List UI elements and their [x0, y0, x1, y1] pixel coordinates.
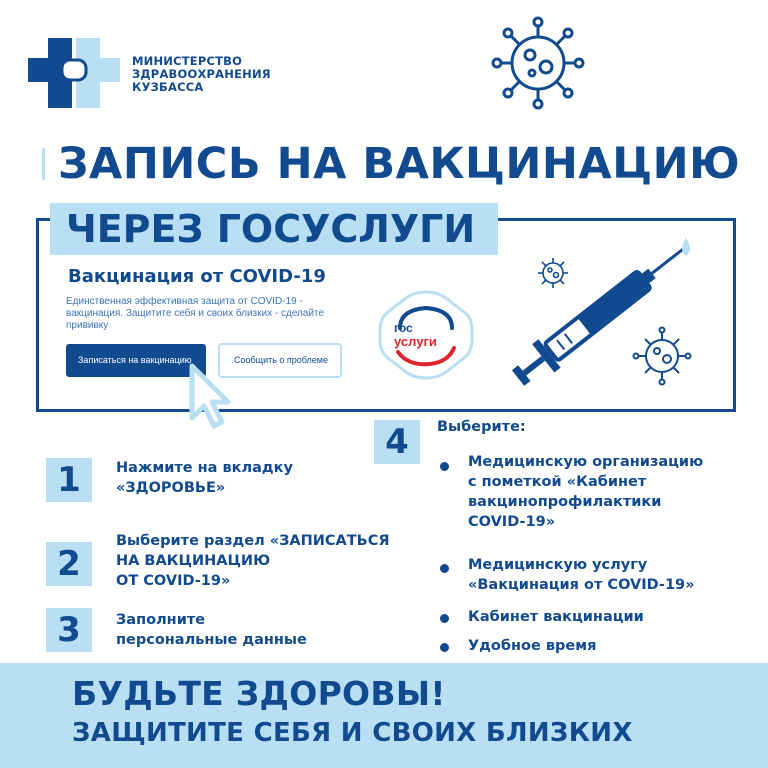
- step-2-line-3: ОТ COVID-19»: [116, 573, 231, 589]
- bullet-icon: [440, 564, 449, 573]
- ministry-line-2: ЗДРАВООХРАНЕНИЯ: [132, 67, 271, 81]
- step-4-number: 4: [374, 420, 420, 464]
- page-title: ЗАПИСЬ НА ВАКЦИНАЦИЮ: [58, 139, 741, 189]
- option-4-line-1: Удобное время: [468, 638, 597, 654]
- step-4-option-4: [468, 636, 596, 656]
- option-1-line-1: Медицинскую организацию: [468, 454, 704, 470]
- ministry-line-3: КУЗБАССА: [132, 80, 204, 94]
- step-1-line-1: Нажмите на вкладку: [116, 460, 293, 476]
- step-3-line-1: Заполните: [116, 612, 206, 628]
- step-3-line-2: персональные данные: [116, 632, 307, 648]
- option-1-line-2: с пометкой «Кабинет: [468, 474, 647, 490]
- step-4-heading: Выберите:: [437, 419, 526, 435]
- bullet-icon: [440, 614, 449, 623]
- gosuslugi-badge-line2: услуги: [394, 334, 437, 349]
- bullet-icon: [440, 462, 449, 471]
- cursor-arrow-icon: [186, 362, 236, 432]
- ministry-line-1: МИНИСТЕРСТВО: [132, 54, 243, 68]
- option-2-line-2: «Вакцинация от COVID-19»: [468, 577, 695, 593]
- vaccination-heading: Вакцинация от COVID-19: [68, 266, 326, 287]
- vaccination-description: Единственная эффективная защита от COVID-19 - вакцинация. Защитите себя и своих близких - сделайте прививку: [66, 296, 325, 331]
- step-2-line-1: Выберите раздел «ЗАПИСАТЬСЯ: [116, 533, 390, 549]
- gosuslugi-badge-line1: гос: [394, 321, 413, 335]
- step-2-number: 2: [46, 542, 92, 586]
- ministry-name: [132, 55, 271, 94]
- step-2-text: [116, 531, 390, 591]
- option-2-line-1: Медицинскую услугу: [468, 557, 648, 573]
- step-1-text: [116, 458, 293, 498]
- report-problem-button[interactable]: Сообщить о проблеме: [218, 343, 342, 378]
- option-1-line-3: вакцинопрофилактики: [468, 494, 662, 510]
- step-2-line-2: НА ВАКЦИНАЦИЮ: [116, 553, 271, 569]
- option-1-line-4: COVID-19»: [468, 514, 556, 530]
- virus-icon: [490, 15, 586, 111]
- step-3-text: [116, 610, 307, 650]
- step-4-option-3: [468, 607, 644, 627]
- step-1-line-2: «ЗДОРОВЬЕ»: [116, 480, 226, 496]
- virus-medium-icon: [632, 326, 692, 386]
- option-3-line-1: Кабинет вакцинации: [468, 609, 644, 625]
- step-3-number: 3: [46, 608, 92, 652]
- gosuslugi-badge: [376, 288, 476, 380]
- step-4-option-1: [468, 452, 703, 532]
- signup-vaccination-button[interactable]: Записаться на вакцинацию: [66, 344, 206, 377]
- page-subtitle: ЧЕРЕЗ ГОСУСЛУГИ: [66, 207, 476, 251]
- step-4-option-2: [468, 555, 695, 595]
- footer-subslogan: ЗАЩИТИТЕ СЕБЯ И СВОИХ БЛИЗКИХ: [72, 718, 633, 748]
- title-accent: [42, 148, 45, 180]
- step-1-number: 1: [46, 458, 92, 502]
- footer-slogan: БУДЬТЕ ЗДОРОВЫ!: [72, 674, 446, 713]
- bullet-icon: [440, 643, 449, 652]
- virus-small-icon: [534, 254, 572, 292]
- ministry-logo-icon: [28, 38, 120, 108]
